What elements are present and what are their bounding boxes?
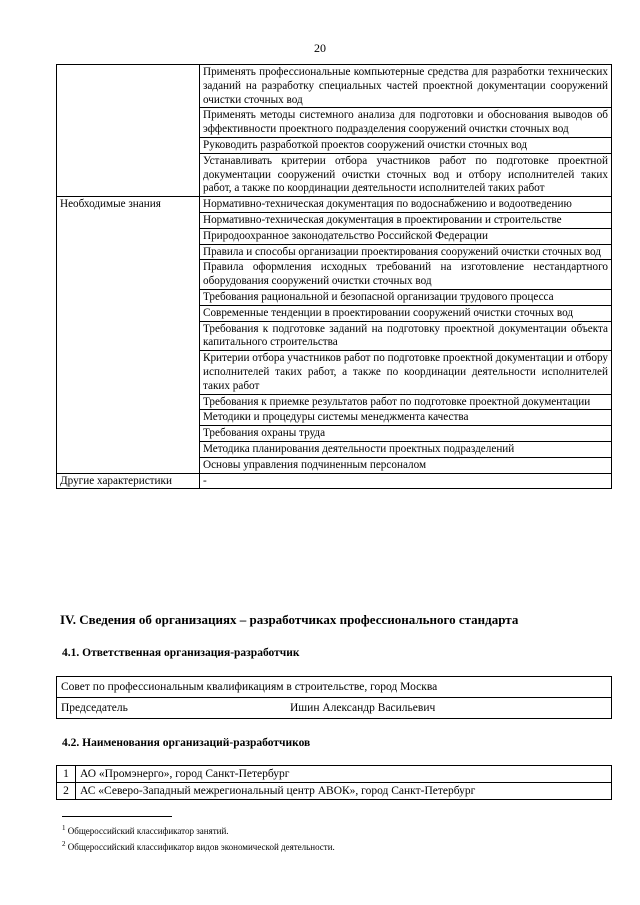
page-number: 20 (314, 41, 326, 55)
knowledge-item: Нормативно-техническая документация в проектировании и строительстве (200, 212, 612, 228)
footnotes (62, 822, 335, 854)
head-role: Председатель (57, 698, 176, 719)
knowledge-item: Требования к приемке результатов работ по подготовке проектной документации (200, 394, 612, 410)
knowledge-item: Требования охраны труда (200, 426, 612, 442)
organization-name: Совет по профессиональным квалификациям в строительстве, город Москва (57, 677, 612, 698)
knowledge-item: Методика планирования деятельности проектных подразделений (200, 441, 612, 457)
knowledge-item: Природоохранное законодательство Российской Федерации (200, 228, 612, 244)
table-row (57, 65, 612, 108)
knowledge-item: Критерии отбора участников работ по подготовке проектной документации и отбору исполнителей таких работ, а также по координации деятельности исполнителей таких работ (200, 351, 612, 394)
skill-item: Устанавливать критерии отбора участников работ по подготовке проектной документации сооружений очистки сточных вод и отбору исполнителей таких работ, а также по координации деятельности исполнителей таких работ (200, 153, 612, 196)
knowledge-item: Правила и способы организации проектирования сооружений очистки сточных вод (200, 244, 612, 260)
subsection-4-2-title: 4.2. Наименования организаций-разработчиков (62, 737, 311, 749)
footnote (62, 838, 335, 854)
other-characteristics-label: Другие характеристики (57, 473, 200, 489)
other-characteristics-value: - (200, 473, 612, 489)
skill-item: Применять методы системного анализа для подготовки и обоснования выводов об эффективности проектного подразделения сооружений очистки сточных вод (200, 108, 612, 138)
table-row (57, 766, 612, 783)
footnote (62, 822, 335, 838)
responsible-organization-table (56, 676, 612, 719)
table-row (57, 677, 612, 698)
table-row (57, 197, 612, 213)
footnote-mark: 1 (62, 824, 66, 832)
knowledge-item: Правила оформления исходных требований на изготовление нестандартного оборудования сооружений очистки сточных вод (200, 260, 612, 290)
row-number: 1 (57, 766, 76, 783)
knowledge-item: Требования рациональной и безопасной организации трудового процесса (200, 289, 612, 305)
footnote-text: Общероссийский классификатор видов экономической деятельности. (67, 842, 335, 852)
footnote-mark: 2 (62, 840, 66, 848)
knowledge-item: Требования к подготовке заданий на подготовку проектной документации объекта капитального строительства (200, 321, 612, 351)
table-row (57, 698, 612, 719)
row-number: 2 (57, 783, 76, 800)
knowledge-item: Методики и процедуры системы менеджмента качества (200, 410, 612, 426)
skill-item: Применять профессиональные компьютерные средства для разработки технических заданий на разработку специальных частей проектной документации сооружений очистки сточных вод (200, 65, 612, 108)
knowledge-item: Нормативно-техническая документация по водоснабжению и водоотведению (200, 197, 612, 213)
section-iv-title: IV. Сведения об организациях – разработчиках профессионального стандарта (60, 612, 519, 627)
developer-name: АО «Промэнерго», город Санкт-Петербург (76, 766, 612, 783)
subsection-4-1-title: 4.1. Ответственная организация-разработчик (62, 647, 300, 659)
developer-name: АС «Северо-Западный межрегиональный центр АВОК», город Санкт-Петербург (76, 783, 612, 800)
footnote-text: Общероссийский классификатор занятий. (67, 826, 229, 836)
knowledge-item: Современные тенденции в проектировании сооружений очистки сточных вод (200, 305, 612, 321)
knowledge-label: Необходимые знания (57, 197, 200, 473)
table-row (57, 473, 612, 489)
developer-organizations-table (56, 765, 612, 800)
table-row (57, 783, 612, 800)
qualification-table (56, 64, 612, 489)
head-name: Ишин Александр Васильевич (175, 698, 612, 719)
footnote-divider (62, 816, 172, 817)
knowledge-item: Основы управления подчиненным персоналом (200, 457, 612, 473)
row-label-empty (57, 65, 200, 197)
skill-item: Руководить разработкой проектов сооружений очистки сточных вод (200, 137, 612, 153)
